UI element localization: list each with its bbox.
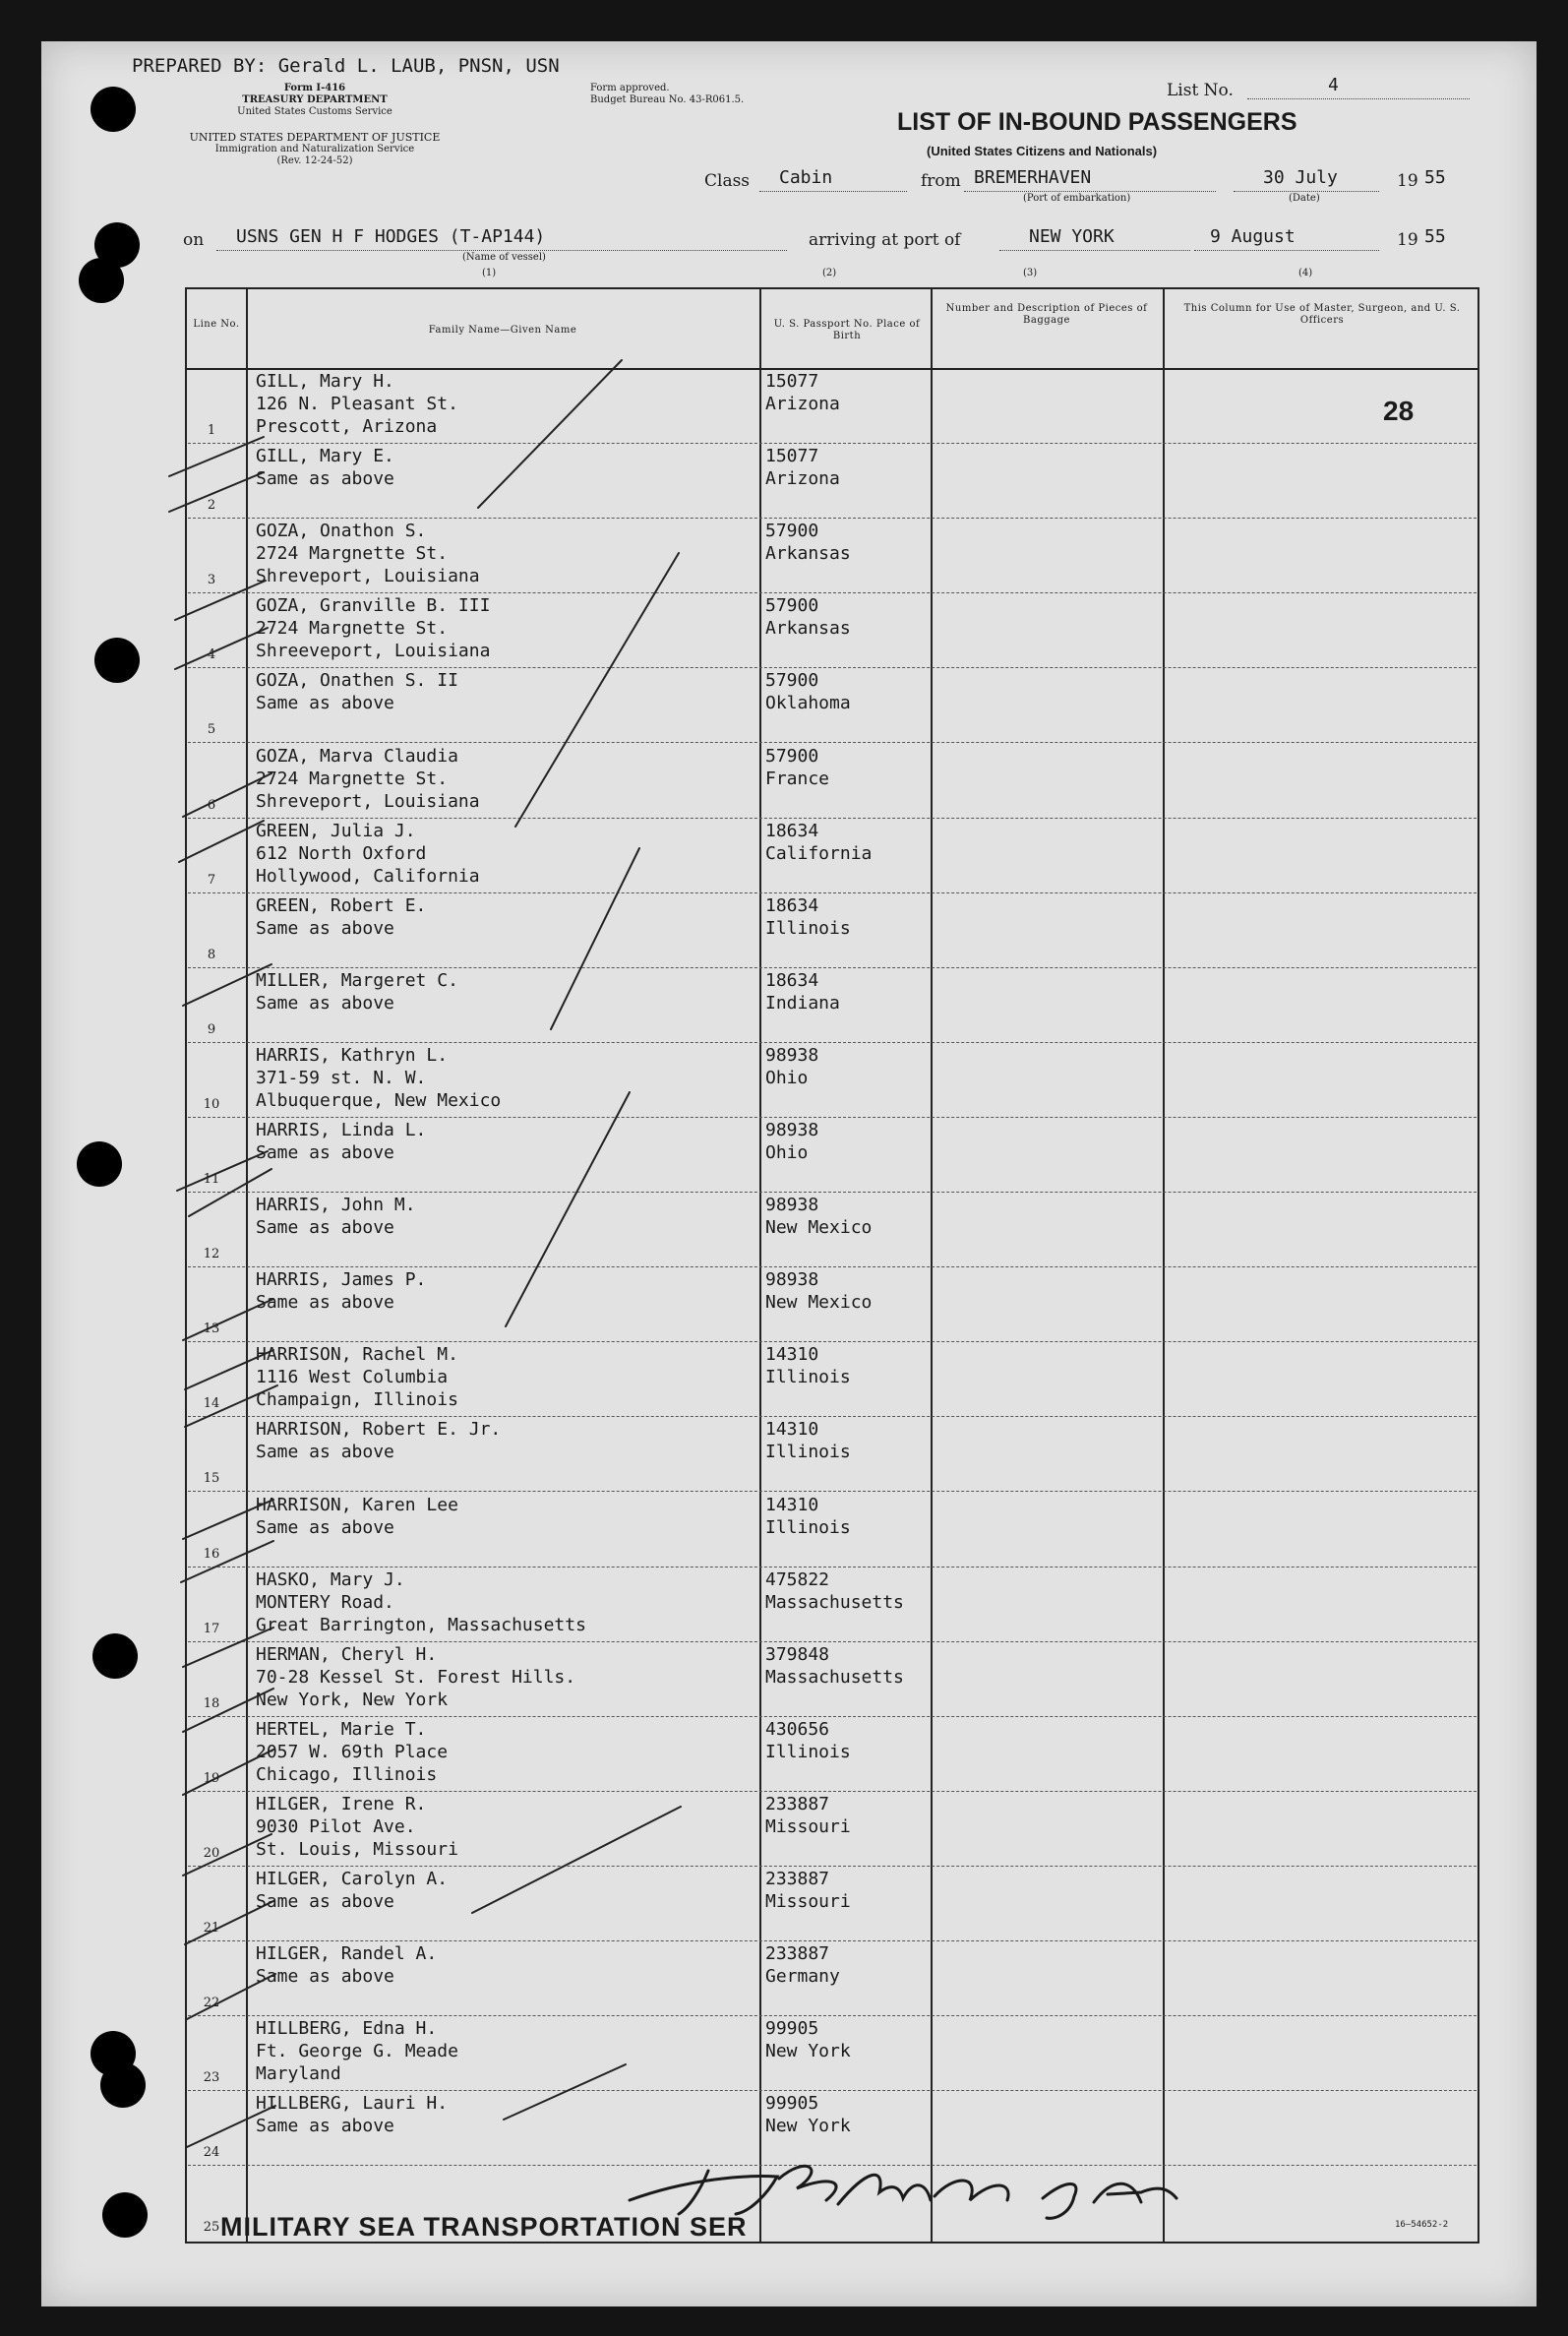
passenger-name: GILL, Mary E. Same as above xyxy=(256,446,394,490)
table-row xyxy=(187,1341,1478,1416)
table-row xyxy=(187,368,1478,443)
line-number: 13 xyxy=(203,1322,220,1337)
arrival-date-line xyxy=(1194,250,1379,251)
passenger-name: GOZA, Onathon S. 2724 Margnette St. Shreveport, Louisiana xyxy=(256,521,480,587)
approval xyxy=(590,83,744,106)
vessel-caption: (Name of vessel) xyxy=(462,252,546,263)
passport-birthplace: 57900 Arkansas xyxy=(765,521,851,565)
passenger-name: HERMAN, Cheryl H. 70-28 Kessel St. Forest Hills. New York, New York xyxy=(256,1643,576,1710)
passport-birthplace: 15077 Arizona xyxy=(765,371,840,414)
header-baggage: Number and Description of Pieces of Baggage xyxy=(945,303,1148,326)
punch-hole xyxy=(102,2192,148,2238)
depart-year-prefix: 19 xyxy=(1397,171,1418,191)
passport-birthplace: 475822 Massachusetts xyxy=(765,1568,904,1613)
passenger-name: GOZA, Onathen S. II Same as above xyxy=(256,670,458,714)
form-title: LIST OF IN-BOUND PASSENGERS xyxy=(897,108,1297,136)
table-row xyxy=(187,1042,1478,1117)
passenger-name: HILGER, Carolyn A. Same as above xyxy=(256,1869,449,1912)
line-number: 20 xyxy=(203,1845,220,1861)
table-row xyxy=(187,818,1478,892)
table-row xyxy=(187,1940,1478,2015)
class-line xyxy=(759,191,907,192)
passport-birthplace: 233887 Germany xyxy=(765,1943,840,1988)
arrival-port-line xyxy=(999,250,1190,251)
revision: (Rev. 12-24-52) xyxy=(276,155,353,166)
service-ins: Immigration and Naturalization Service xyxy=(214,144,415,154)
passport-birthplace: 379848 Massachusetts xyxy=(765,1643,904,1688)
line-number: 3 xyxy=(207,573,216,588)
prepared-by: PREPARED BY: Gerald L. LAUB, PNSN, USN xyxy=(132,55,560,77)
caption-4: (4) xyxy=(1298,268,1313,278)
passenger-table xyxy=(185,287,1479,2244)
passport-birthplace: 98938 New Mexico xyxy=(765,1195,873,1239)
passport-birthplace: 233887 Missouri xyxy=(765,1793,851,1837)
table-row xyxy=(187,592,1478,667)
caption-2: (2) xyxy=(822,268,837,278)
header-officers: This Column for Use of Master, Surgeon, and U. S. Officers xyxy=(1183,303,1461,326)
passenger-name: GREEN, Robert E. Same as above xyxy=(256,894,427,939)
arrival-date: 9 August xyxy=(1210,226,1296,247)
passport-birthplace: 14310 Illinois xyxy=(765,1344,851,1388)
line-number: 23 xyxy=(203,2070,220,2086)
on-label: on xyxy=(183,230,205,250)
line-number: 11 xyxy=(203,1172,220,1188)
passenger-name: HERTEL, Marie T. 2057 W. 69th Place Chicago, Illinois xyxy=(256,1718,449,1785)
line-number: 5 xyxy=(207,722,216,738)
line-number: 16 xyxy=(203,1546,220,1562)
passport-birthplace: 98938 New Mexico xyxy=(765,1269,873,1314)
arrival-year: 55 xyxy=(1424,226,1446,247)
passport-birthplace: 15077 Arizona xyxy=(765,446,840,490)
vessel-line xyxy=(216,250,787,251)
line-number: 22 xyxy=(203,1996,220,2011)
line-number: 6 xyxy=(207,797,216,813)
line-number: 15 xyxy=(203,1471,220,1487)
passenger-name: HARRISON, Karen Lee Same as above xyxy=(256,1494,458,1538)
service: United States Customs Service xyxy=(237,106,392,117)
class-label: Class xyxy=(704,171,751,191)
passenger-name: MILLER, Margeret C. Same as above xyxy=(256,969,458,1014)
arriving-label: arriving at port of xyxy=(809,230,961,250)
arrival-year-prefix: 19 xyxy=(1397,230,1418,250)
footer-text: MILITARY SEA TRANSPORTATION SER xyxy=(220,2212,748,2242)
line-number: 2 xyxy=(207,498,216,514)
passenger-name: HARRISON, Robert E. Jr. Same as above xyxy=(256,1419,502,1463)
passport-birthplace: 18634 California xyxy=(765,820,873,864)
from-line xyxy=(964,191,1216,192)
caption-3: (3) xyxy=(1023,268,1038,278)
passport-birthplace: 57900 France xyxy=(765,745,830,789)
passenger-name: HASKO, Mary J. MONTERY Road. Great Barrington, Massachusetts xyxy=(256,1568,586,1635)
line-number: 25 xyxy=(203,2220,220,2236)
passport-birthplace: 99905 New York xyxy=(765,2093,851,2137)
depart-date: 30 July xyxy=(1263,167,1338,188)
table-row xyxy=(187,1866,1478,1940)
punch-hole xyxy=(77,1141,122,1187)
arrival-port: NEW YORK xyxy=(1029,226,1115,247)
justice-dept xyxy=(148,132,482,167)
table-row xyxy=(187,1117,1478,1192)
passenger-name: HARRIS, John M. Same as above xyxy=(256,1195,416,1239)
line-number: 24 xyxy=(203,2145,220,2161)
punch-hole xyxy=(100,2062,146,2108)
table-row xyxy=(187,518,1478,592)
passenger-name: GILL, Mary H. 126 N. Pleasant St. Prescott, Arizona xyxy=(256,371,458,437)
line-number: 19 xyxy=(203,1770,220,1786)
table-row xyxy=(187,667,1478,742)
passport-birthplace: 57900 Oklahoma xyxy=(765,670,851,714)
passport-birthplace: 233887 Missouri xyxy=(765,1869,851,1912)
passport-birthplace: 98938 Ohio xyxy=(765,1120,819,1163)
table-row xyxy=(187,892,1478,967)
list-no-label: List No. xyxy=(1167,81,1234,100)
passport-birthplace: 18634 Illinois xyxy=(765,894,851,939)
table-row xyxy=(187,1716,1478,1791)
table-row xyxy=(187,1641,1478,1716)
passport-birthplace: 99905 New York xyxy=(765,2018,851,2062)
class-value: Cabin xyxy=(779,167,833,188)
header-passport: U. S. Passport No. Place of Birth xyxy=(773,319,921,341)
passport-birthplace: 18634 Indiana xyxy=(765,969,840,1014)
table-row xyxy=(187,443,1478,518)
table-row xyxy=(187,1791,1478,1866)
passenger-name: HILGER, Irene R. 9030 Pilot Ave. St. Louis, Missouri xyxy=(256,1793,458,1860)
table-row xyxy=(187,1492,1478,1567)
line-number: 7 xyxy=(207,872,216,888)
approval-line1: Form approved. xyxy=(590,83,670,93)
line-number: 14 xyxy=(203,1396,220,1412)
table-row xyxy=(187,1266,1478,1341)
table-row xyxy=(187,1567,1478,1641)
depart-date-line xyxy=(1234,191,1379,192)
passenger-name: HARRISON, Rachel M. 1116 West Columbia Champaign, Illinois xyxy=(256,1344,458,1411)
approval-line2: Budget Bureau No. 43-R061.5. xyxy=(590,94,745,105)
list-no-value: 4 xyxy=(1328,75,1339,95)
form-id xyxy=(148,83,482,118)
table-row xyxy=(187,2015,1478,2090)
depart-year: 55 xyxy=(1424,167,1446,188)
department: TREASURY DEPARTMENT xyxy=(242,94,388,105)
passenger-name: HARRIS, Kathryn L. 371-59 st. N. W. Albuquerque, New Mexico xyxy=(256,1044,502,1111)
passport-birthplace: 14310 Illinois xyxy=(765,1494,851,1538)
from-value: BREMERHAVEN xyxy=(974,167,1092,188)
punch-hole xyxy=(90,87,136,132)
from-label: from xyxy=(921,171,961,191)
passenger-name: HILLBERG, Edna H. Ft. George G. Meade Maryland xyxy=(256,2018,458,2085)
passenger-name: HARRIS, James P. Same as above xyxy=(256,1269,427,1314)
passenger-name: HILGER, Randel A. Same as above xyxy=(256,1943,438,1988)
date-caption: (Date) xyxy=(1289,193,1320,204)
line-number: 10 xyxy=(203,1096,220,1112)
header-line-no: Line No. xyxy=(193,319,240,330)
department-justice: UNITED STATES DEPARTMENT OF JUSTICE xyxy=(189,131,441,144)
line-number: 9 xyxy=(207,1021,216,1037)
line-number: 21 xyxy=(203,1921,220,1936)
form-number: Form I-416 xyxy=(283,83,346,93)
passenger-name: GREEN, Julia J. 612 North Oxford Hollywood, California xyxy=(256,820,480,887)
punch-hole xyxy=(92,1633,138,1679)
punch-hole xyxy=(79,258,124,303)
officer-count: 28 xyxy=(1383,396,1415,426)
line-number: 12 xyxy=(203,1247,220,1262)
passenger-name: GOZA, Marva Claudia 2724 Margnette St. Shreveport, Louisiana xyxy=(256,745,480,812)
passport-birthplace: 98938 Ohio xyxy=(765,1044,819,1088)
punch-hole xyxy=(94,638,140,683)
line-number: 18 xyxy=(203,1695,220,1711)
table-row xyxy=(187,2090,1478,2165)
table-row xyxy=(187,1192,1478,1266)
passenger-name: HARRIS, Linda L. Same as above xyxy=(256,1120,427,1163)
passport-birthplace: 57900 Arkansas xyxy=(765,595,851,640)
table-row xyxy=(187,1416,1478,1491)
passport-birthplace: 430656 Illinois xyxy=(765,1718,851,1762)
table-row xyxy=(187,743,1478,818)
table-row xyxy=(187,967,1478,1042)
vessel-name: USNS GEN H F HODGES (T-AP144) xyxy=(236,226,546,247)
line-number: 1 xyxy=(207,423,216,439)
form-number-footer: 16—54652-2 xyxy=(1395,2220,1449,2230)
passenger-name: GOZA, Granville B. III 2724 Margnette St. Shreeveport, Louisiana xyxy=(256,595,491,662)
port-caption: (Port of embarkation) xyxy=(1023,193,1131,204)
list-no-line xyxy=(1247,98,1470,99)
line-number: 4 xyxy=(207,647,216,663)
line-number: 8 xyxy=(207,947,216,962)
header-name: Family Name—Given Name xyxy=(428,325,577,336)
line-number: 17 xyxy=(203,1621,220,1636)
form-subtitle: (United States Citizens and Nationals) xyxy=(927,144,1158,158)
passport-birthplace: 14310 Illinois xyxy=(765,1419,851,1463)
passenger-name: HILLBERG, Lauri H. Same as above xyxy=(256,2093,449,2137)
caption-1: (1) xyxy=(482,268,497,278)
